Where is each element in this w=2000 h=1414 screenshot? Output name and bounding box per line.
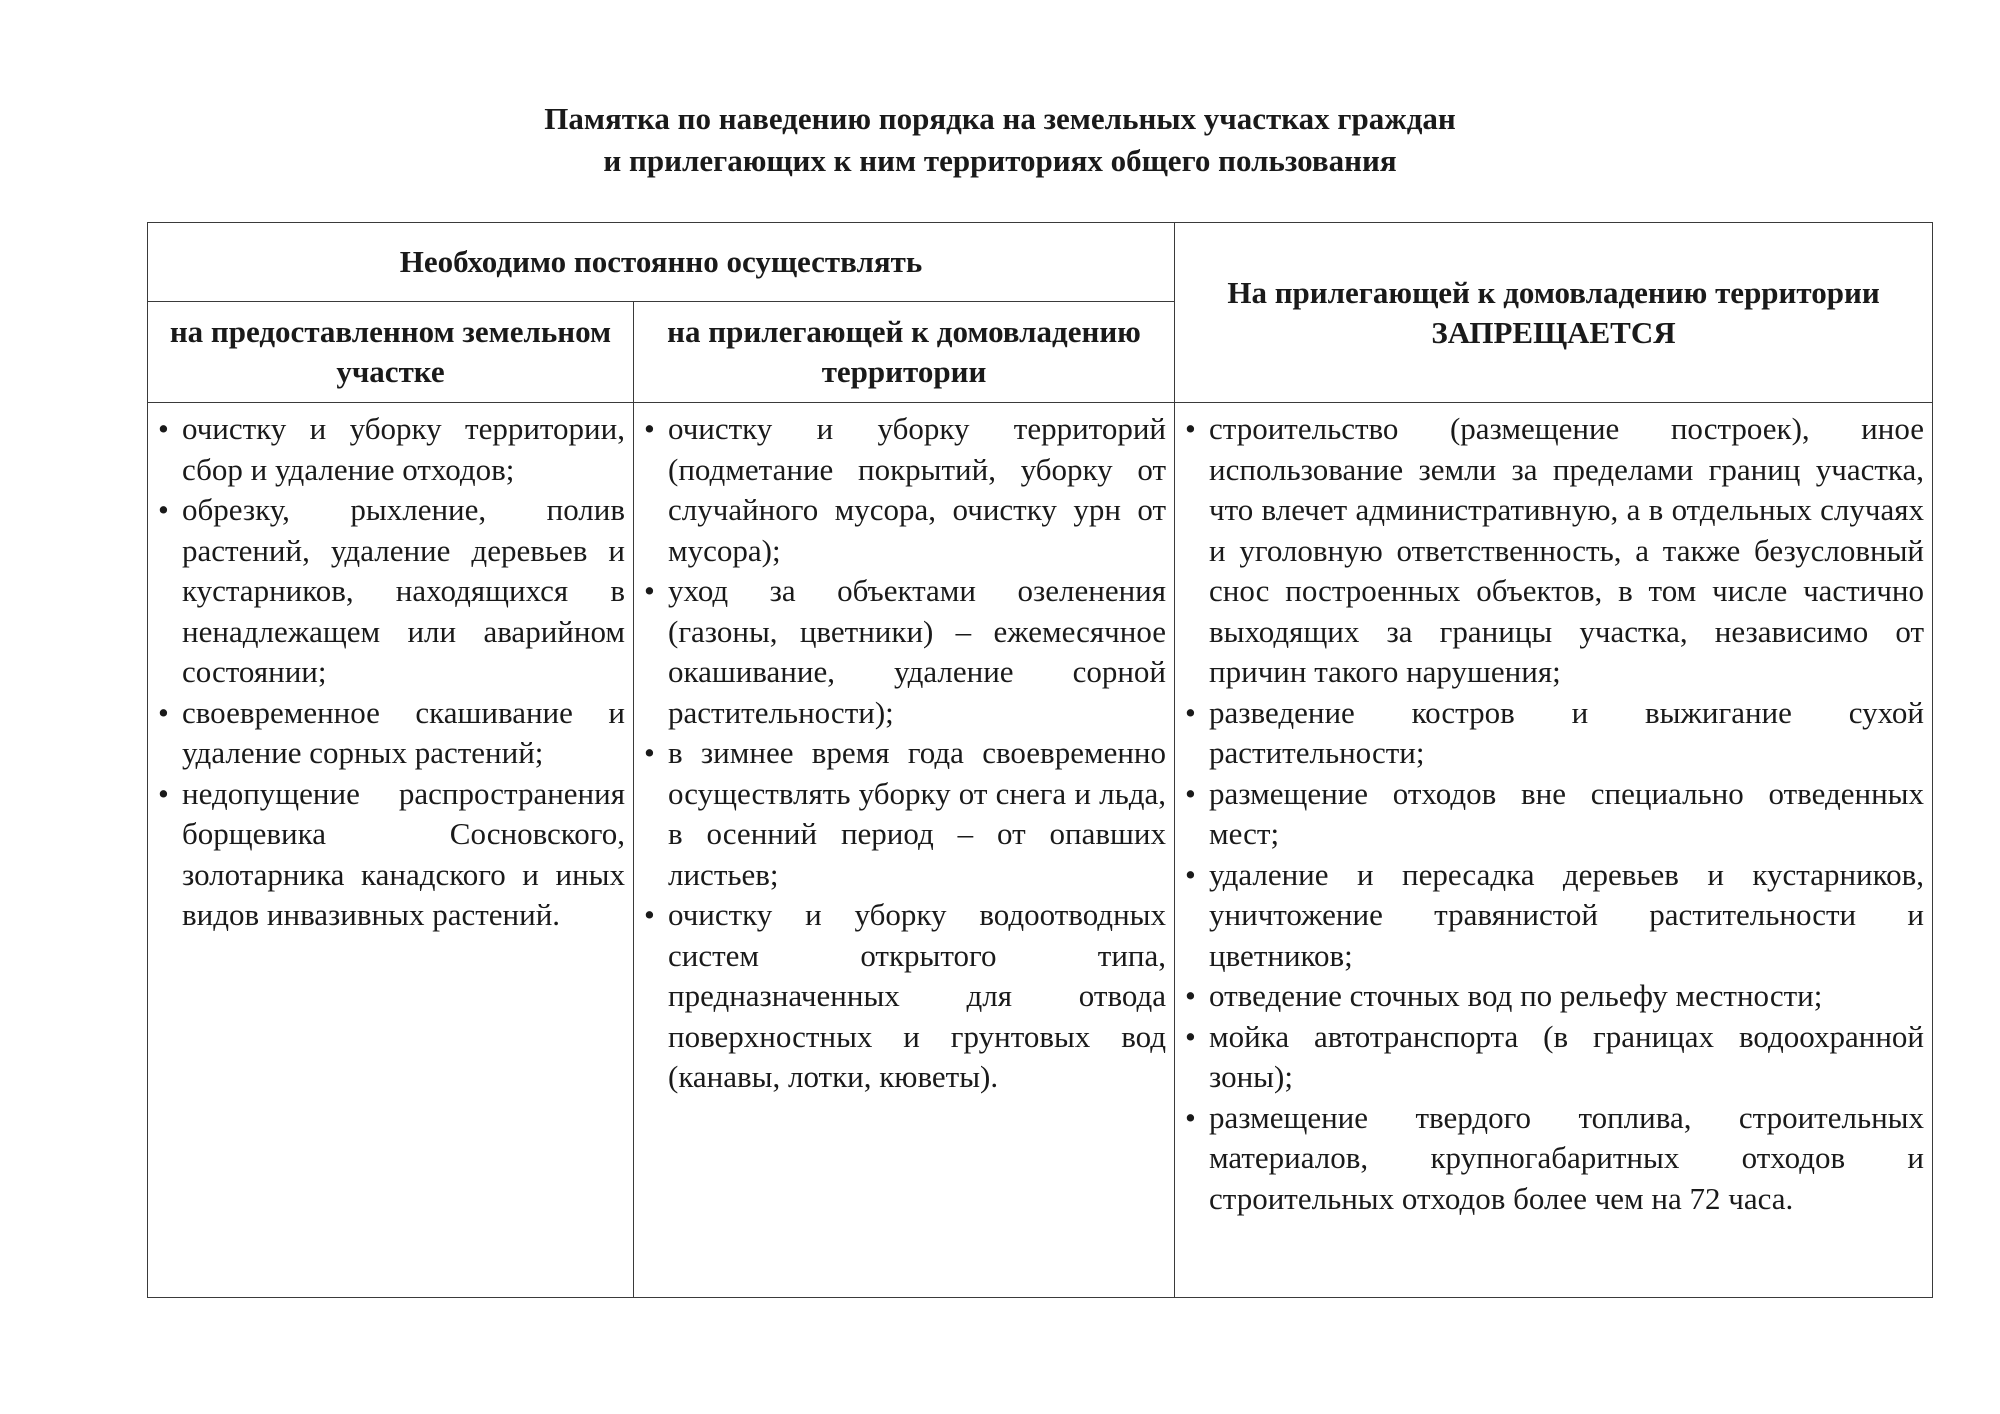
list-prohibited xyxy=(1183,409,1924,1219)
list-item: • размещение твердого топлива, строительных материалов, крупногабаритных отходов и строительных отходов более чем на 72 часа. xyxy=(1183,1098,1924,1220)
list-item: • очистку и уборку территорий (подметание покрытий, уборку от случайного мусора, очистку урн от мусора); xyxy=(642,409,1166,571)
list-item: • мойка автотранспорта (в границах водоохранной зоны); xyxy=(1183,1017,1924,1098)
list-item: • недопущение распространения борщевика Сосновского, золотарника канадского и иных видов инвазивных растений. xyxy=(156,774,625,936)
list-own-plot xyxy=(156,409,625,936)
list-item: • уход за объектами озеленения (газоны, цветники) – ежемесячное окашивание, удаление сорной растительности); xyxy=(642,571,1166,733)
header-own-plot: на предоставленном земельном участке xyxy=(148,302,634,403)
cell-own-plot-duties xyxy=(148,403,634,1298)
list-item: • своевременное скашивание и удаление сорных растений; xyxy=(156,693,625,774)
title-line-1: Памятка по наведению порядка на земельных участках граждан xyxy=(544,101,1456,136)
list-item: • строительство (размещение построек), иное использование земли за пределами границ участка, что влечет административную, а в отдельных случаях и уголовную ответственность, а также безусловный снос построенных объектов, в том числе частично выходящих за границы участка, независимо от причин такого нарушения; xyxy=(1183,409,1924,693)
list-item: • очистку и уборку водоотводных систем открытого типа, предназначенных для отвода поверхностных и грунтовых вод (канавы, лотки, кюветы). xyxy=(642,895,1166,1098)
title-line-2: и прилегающих к ним территориях общего пользования xyxy=(603,143,1397,178)
header-prohibited: На прилегающей к домовладению территории ЗАПРЕЩАЕТСЯ xyxy=(1175,223,1933,403)
list-item: • разведение костров и выжигание сухой растительности; xyxy=(1183,693,1924,774)
header-adjacent-territory: на прилегающей к домовладению территории xyxy=(634,302,1175,403)
list-adjacent xyxy=(642,409,1166,1098)
list-item: • удаление и пересадка деревьев и кустарников, уничтожение травянистой растительности и цветников; xyxy=(1183,855,1924,977)
cell-prohibited-actions xyxy=(1175,403,1933,1298)
memo-table xyxy=(147,222,1933,1298)
document-title xyxy=(0,98,2000,182)
cell-adjacent-duties xyxy=(634,403,1175,1298)
header-must-do: Необходимо постоянно осуществлять xyxy=(148,223,1175,302)
list-item: • в зимнее время года своевременно осуществлять уборку от снега и льда, в осенний период – от опавших листьев; xyxy=(642,733,1166,895)
list-item: • очистку и уборку территории, сбор и удаление отходов; xyxy=(156,409,625,490)
list-item: • обрезку, рыхление, полив растений, удаление деревьев и кустарников, находящихся в ненадлежащем или аварийном состоянии; xyxy=(156,490,625,693)
list-item: • размещение отходов вне специально отведенных мест; xyxy=(1183,774,1924,855)
list-item: • отведение сточных вод по рельефу местности; xyxy=(1183,976,1924,1017)
